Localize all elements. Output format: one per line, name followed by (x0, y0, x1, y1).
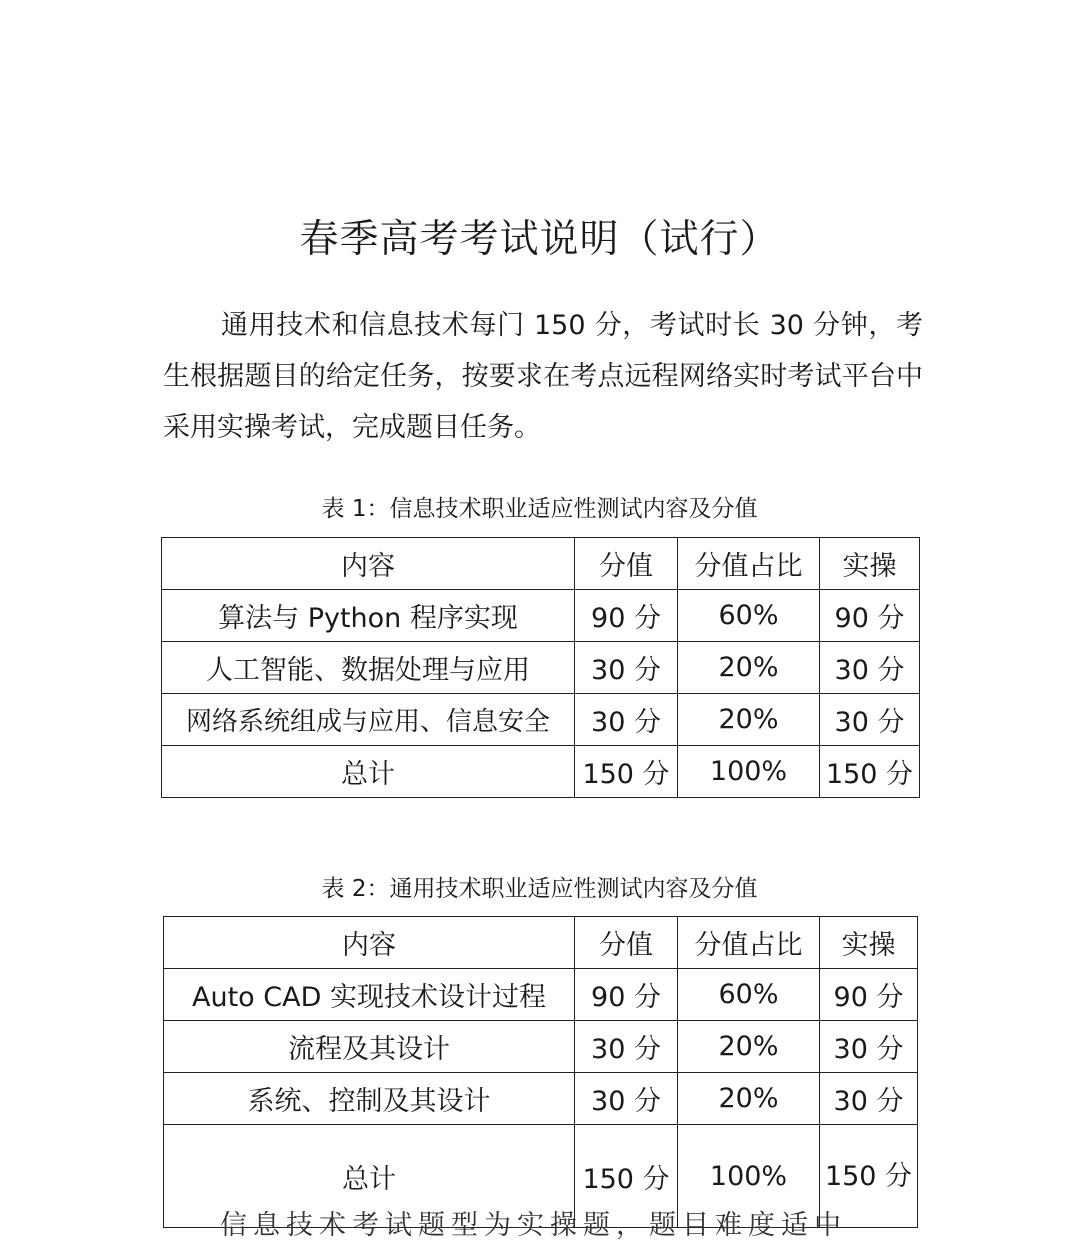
header-practical: 实操 (820, 538, 920, 590)
row-content: 流程及其设计 (164, 1021, 575, 1073)
total-ratio: 100% (678, 746, 820, 798)
total-label: 总计 (162, 746, 575, 798)
table-row (164, 1073, 918, 1125)
total-score: 150 分 (575, 1125, 678, 1228)
table2-caption: 表 2：通用技术职业适应性测试内容及分值 (321, 876, 758, 902)
table-total-row (162, 746, 920, 798)
row-ratio: 20% (678, 694, 820, 746)
row-ratio: 60% (678, 590, 820, 642)
row-ratio: 20% (678, 1073, 820, 1125)
cropped-text-line (220, 1210, 920, 1241)
table-row (164, 969, 918, 1021)
table-row (164, 1021, 918, 1073)
header-score: 分值 (575, 917, 678, 969)
row-practical: 90 分 (820, 969, 918, 1021)
total-score: 150 分 (575, 746, 678, 798)
total-label: 总计 (164, 1125, 575, 1228)
row-ratio: 20% (678, 642, 820, 694)
row-practical: 30 分 (820, 1073, 918, 1125)
row-practical: 30 分 (820, 694, 920, 746)
table1-caption: 表 1：信息技术职业适应性测试内容及分值 (321, 496, 758, 522)
table-header-row (162, 538, 920, 590)
row-score: 30 分 (575, 694, 678, 746)
row-practical: 30 分 (820, 1021, 918, 1073)
intro-paragraph: 通用技术和信息技术每门 150 分，考试时长 30 分钟，考生根据题目的给定任务，按要求在考点远程网络实时考试平台中采用实操考试，完成题目任务。 (163, 310, 923, 443)
row-score: 30 分 (575, 642, 678, 694)
row-content: 网络系统组成与应用、信息安全 (162, 694, 575, 746)
row-content: 系统、控制及其设计 (164, 1073, 575, 1125)
general-tech-score-table (163, 916, 918, 1228)
row-practical: 90 分 (820, 590, 920, 642)
row-score: 90 分 (575, 969, 678, 1021)
row-score: 90 分 (575, 590, 678, 642)
cropped-text: 信息技术考试题型为实操题，题目难度适中 (220, 1210, 847, 1241)
info-tech-score-table (161, 537, 920, 798)
table-row (162, 590, 920, 642)
table-row (162, 642, 920, 694)
row-content: Auto CAD 实现技术设计过程 (164, 969, 575, 1021)
header-content: 内容 (162, 538, 575, 590)
total-ratio: 100% (678, 1125, 820, 1228)
row-score: 30 分 (575, 1021, 678, 1073)
header-score: 分值 (575, 538, 678, 590)
header-content: 内容 (164, 917, 575, 969)
total-practical: 150 分 (820, 746, 920, 798)
table-row (162, 694, 920, 746)
header-ratio: 分值占比 (678, 917, 820, 969)
header-practical: 实操 (820, 917, 918, 969)
table-header-row (164, 917, 918, 969)
row-ratio: 20% (678, 1021, 820, 1073)
row-content: 算法与 Python 程序实现 (162, 590, 575, 642)
header-ratio: 分值占比 (678, 538, 820, 590)
page-title: 春季高考考试说明（试行） (299, 217, 780, 262)
row-ratio: 60% (678, 969, 820, 1021)
row-content: 人工智能、数据处理与应用 (162, 642, 575, 694)
row-score: 30 分 (575, 1073, 678, 1125)
total-practical: 150 分 (820, 1125, 918, 1228)
row-practical: 30 分 (820, 642, 920, 694)
